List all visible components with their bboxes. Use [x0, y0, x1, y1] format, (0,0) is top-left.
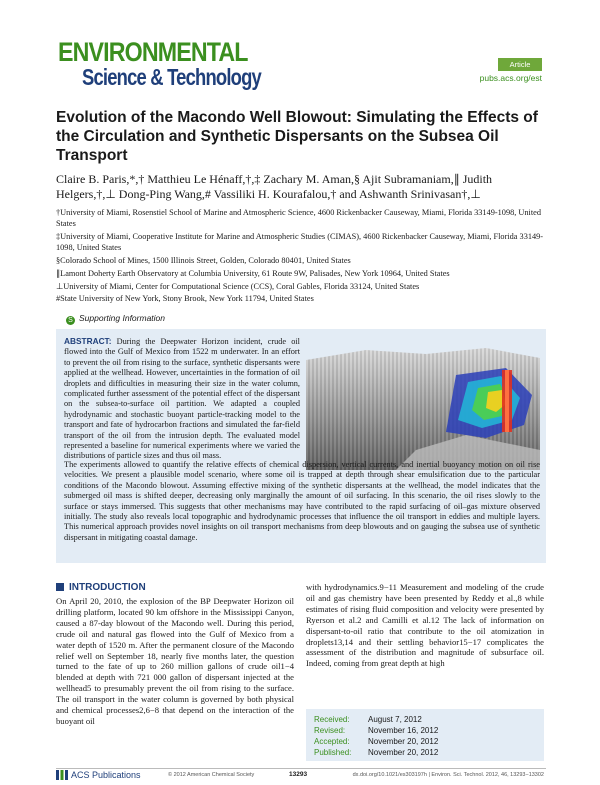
journal-url-link[interactable]: pubs.acs.org/est: [479, 73, 542, 83]
abstract-graphic: [306, 340, 540, 470]
publisher-logo: [56, 770, 141, 780]
date-value: November 20, 2012: [368, 748, 439, 757]
abstract-body-top: During the Deepwater Horizon incident, crude oil flowed into the Gulf of Mexico from 1522 m underwater. In an effort to prevent the oil from rising to the surface, synthetic dispersants were applied at the wellhead. However, uncertainties in the formation of oil droplets and difficulties in measuring their size in the water column, complicated further assessment of the potential effect of the dispersant on the subsea-to-surface oil partition. We adapted a coupled hydrodynamic and stochastic buoyant particle-tracking model to the transport and fate of hydrocarbon fractions and simulated the far-field transport of the oil from the intrusion depth. The evaluated model represented a baseline for numerical experiments where we varied the distributions of particle sizes and thus oil mass.: [64, 337, 300, 461]
journal-logo: [58, 37, 261, 100]
date-value: November 16, 2012: [368, 726, 439, 735]
article-history-box: [306, 709, 544, 761]
article-type-badge: Article: [498, 58, 542, 71]
date-row-accepted: [314, 737, 438, 746]
acs-logo-icon: [56, 770, 68, 780]
abstract-body-bottom: The experiments allowed to quantify the relative effects of chemical dispersion, vertical currents, and inertial buoyancy motion on oil rise velocities. We present a plausible model scenario, where some oil is trapped at depth through shear emulsification due to the particular conditions of the Macondo blowout. Assuming effective mixing of the synthetic dispersants at the wellhead, the model indicates that the submerged oil mass is shifted deeper, decreasing only marginally the amount of oil surfacing. In this scenario, the oil rises slowly to the surface or stays immersed. This suggests that other mechanisms may have contributed to the rapid surfacing of oil–gas mixture observed initially. The study also reveals local topographic and hydrodynamic processes that influence the oil transport in eddies and multiple layers. This numerical approach provides novel insights on oil transport mechanisms from deep blowouts and on gauging the subsea use of synthetic dispersant in mitigating coastal damage.: [64, 460, 540, 542]
logo-line-1: ENVIRONMENTAL: [58, 37, 248, 67]
abstract-text-top: [64, 336, 300, 462]
date-value: November 20, 2012: [368, 737, 439, 746]
affiliation-list: [56, 207, 546, 306]
section-bullet-icon: [56, 583, 64, 591]
doi-citation-link[interactable]: dx.doi.org/10.1021/es303197h | Environ. Sci. Technol. 2012, 46, 13293−13302: [352, 772, 544, 778]
date-label: Published:: [314, 748, 352, 757]
affiliation-item: ‡University of Miami, Cooperative Institute for Marine and Atmospheric Studies (CIMAS), 4600 Rickenbacker Causeway, Miami, Florida 33149-1098, United States: [56, 232, 544, 253]
date-row-received: [314, 715, 422, 724]
article-title: Evolution of the Macondo Well Blowout: Simulating the Effects of the Circulation and Synthetic Dispersants on the Subsea Oil Transport: [56, 109, 538, 164]
footer-divider: [56, 768, 546, 769]
page-number: 13293: [289, 771, 308, 778]
body-column-left: On April 20, 2010, the explosion of the BP Deepwater Horizon oil drilling platform, located 90 km offshore in the Mississippi Canyon, caused a 87-day blowout of the Macondo well. During this period, crude oil and natural gas flowed into the Gulf of Mexico from a water depth of 1520 m. After the permanent closure of the Macondo relief well on September 18, nearly five months later, the question turned to the fate of up to 260 million gallons of crude oil1−4 blended at depth with 721 000 gallon of dispersant injected at the wellhead5 to presumably prevent the oil from rising to the surface. The oil transport in the water column is governed by both physical and chemical processes2,6−8 that depend on the interaction of the buoyant oil: [56, 596, 294, 726]
date-row-published: [314, 748, 438, 757]
section-heading-label: INTRODUCTION: [69, 582, 146, 593]
date-value: August 7, 2012: [368, 715, 422, 724]
supporting-info-label: Supporting Information: [79, 313, 165, 323]
affiliation-item: ∥Lamont Doherty Earth Observatory at Columbia University, 61 Route 9W, Palisades, New York 10964, United States: [56, 268, 450, 278]
supporting-info-link[interactable]: [66, 313, 165, 325]
logo-line-2: Science & Technology: [82, 64, 261, 90]
affiliation-item: §Colorado School of Mines, 1500 Illinois Street, Golden, Colorado 80401, United States: [56, 256, 351, 265]
affiliation-item: ⊥University of Miami, Center for Computational Science (CCS), Coral Gables, Florida 33124, United States: [56, 281, 420, 291]
publisher-name: ACS Publications: [71, 770, 141, 780]
date-row-revised: [314, 726, 438, 735]
supporting-info-icon: S: [66, 316, 75, 325]
affiliation-item: †University of Miami, Rosenstiel School of Marine and Atmospheric Science, 4600 Rickenbacker Causeway, Miami, Florida 33149-1098, United States: [56, 208, 541, 229]
author-list: Claire B. Paris,*,† Matthieu Le Hénaff,†,‡ Zachary M. Aman,§ Ajit Subramaniam,∥ Judith Helgers,†,⊥ Dong-Ping Wang,# Vassiliki H. Kourafalou,† and Ashwanth Srinivasan†,⊥: [56, 172, 493, 201]
abstract-label: ABSTRACT:: [64, 336, 112, 346]
date-label: Accepted:: [314, 737, 350, 746]
body-column-right: with hydrodynamics.9−11 Measurement and modeling of the crude oil and gas chemistry have been presented by Reddy et al.,8 while estimates of rising fluid composition and velocity were presented by Ryerson et al.2 and Camilli et al.12 The lack of information on dispersant-to-oil ratio that contribute to the oil atomization in droplets13,14 and their settling behavior15−17 complicates the assessment of the distribution and magnitude of subsurface oil. Indeed, coming from great depth at high: [306, 582, 544, 669]
affiliation-item: #State University of New York, Stony Brook, New York 11794, United States: [56, 294, 314, 304]
section-heading-introduction: [56, 582, 146, 593]
copyright-notice: © 2012 American Chemical Society: [168, 772, 255, 778]
date-label: Received:: [314, 715, 350, 724]
date-label: Revised:: [314, 726, 346, 735]
